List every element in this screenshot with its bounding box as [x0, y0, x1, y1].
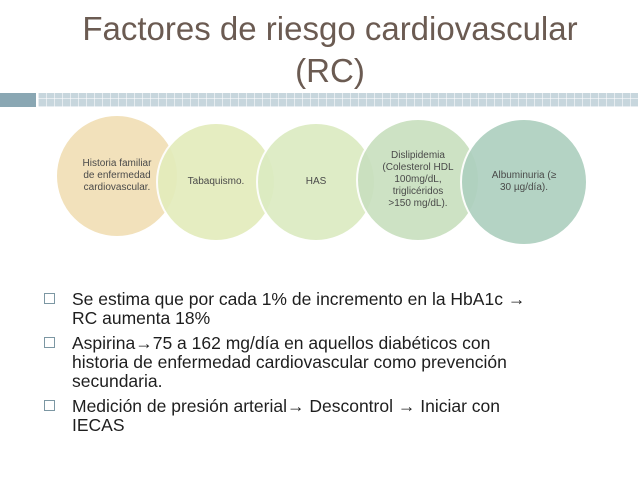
circle-text-line: Dislipidemia — [391, 150, 445, 161]
bullet-item — [42, 334, 602, 391]
arrow-icon: → — [135, 333, 153, 353]
bullet-text: RC aumenta 18% — [72, 308, 211, 328]
arrow-icon: → — [397, 396, 416, 416]
bullet-text: Medición de presión arterial — [72, 396, 287, 416]
arrow-icon: → — [507, 289, 526, 309]
bullet-text: 75 a 162 mg/día en aquellos diabéticos con — [152, 333, 491, 353]
title-line-1: Factores de riesgo cardiovascular — [82, 10, 578, 47]
circle-text-line: triglicéridos — [392, 186, 444, 197]
circle-text-line: >150 mg/dL). — [388, 198, 448, 209]
bullet-item — [42, 290, 602, 328]
bullet-list — [42, 290, 602, 441]
circle-text-line: HAS — [305, 176, 327, 187]
square-bullet-icon — [44, 400, 55, 411]
circle-text-line: 100mg/dL, — [394, 174, 442, 185]
bullet-text: historia de enfermedad cardiovascular como prevención secundaria. — [72, 352, 507, 391]
circle-text-line: Tabaquismo. — [187, 176, 245, 187]
arrow-icon: → — [286, 396, 305, 416]
bullet-text: Se estima que por cada 1% de incremento en la HbA1c — [72, 289, 508, 309]
circle-text-line: cardiovascular. — [83, 182, 151, 193]
title-line-2: (RC) — [295, 52, 365, 89]
circle-text-line: de enfermedad — [83, 170, 151, 181]
circle-text-line: Albuminuria (≥ — [491, 170, 557, 181]
square-bullet-icon — [44, 293, 55, 304]
bullet-text: IECAS — [72, 415, 125, 435]
bullet-text: Aspirina — [72, 333, 136, 353]
square-bullet-icon — [44, 337, 55, 348]
bullet-text: Iniciar con — [415, 396, 500, 416]
circle-albuminuria — [460, 118, 588, 246]
bullet-text: Descontrol — [304, 396, 398, 416]
circle-text-line: 30 µg/día). — [499, 182, 548, 193]
circle-text-line: Historia familiar — [82, 158, 152, 169]
circle-text-line: (Colesterol HDL — [382, 162, 454, 173]
bullet-item — [42, 397, 602, 435]
